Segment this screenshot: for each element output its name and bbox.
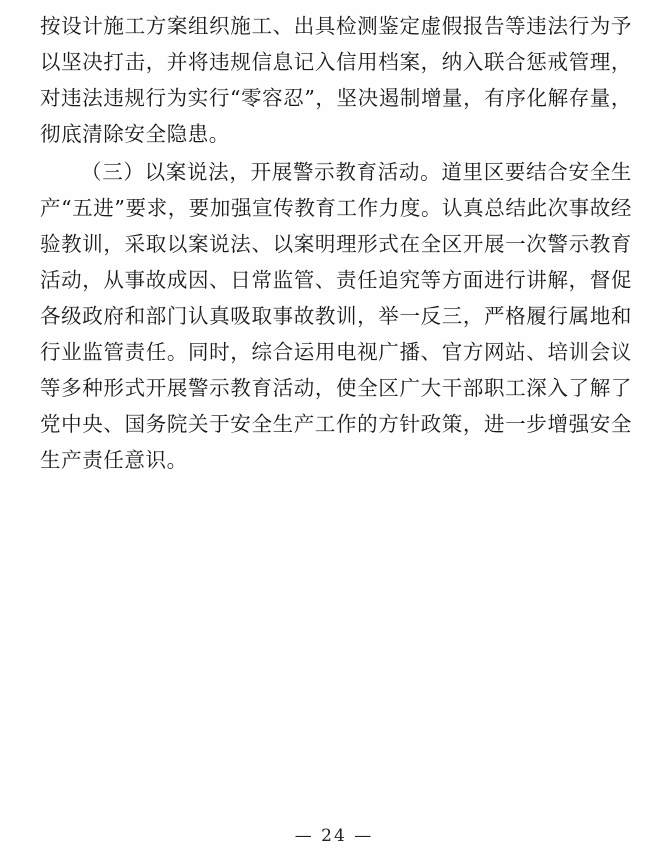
paragraph-2: （三）以案说法，开展警示教育活动。道里区要结合安全生产“五进”要求，要加强宣传教育工作力度。认真总结此次事故经验教训，采取以案说法、以案明理形式在全区开展一次警示教育活动，从事故成因、日常监管、责任追究等方面进行讲解，督促各级政府和部门认真吸取事故教训，举一反三，严格履行属地和行业监管责任。同时，综合运用电视广播、官方网站、培训会议等多种形式开展警示教育活动，使全区广大干部职工深入了解了党中央、国务院关于安全生产工作的方针政策，进一步增强安全生产责任意识。: [40, 160, 632, 472]
page-footer: [0, 826, 668, 846]
page-number: — 24 —: [294, 826, 374, 846]
paragraph-1: 按设计施工方案组织施工、出具检测鉴定虚假报告等违法行为予以坚决打击，并将违规信息记入信用档案，纳入联合惩戒管理，对违法违规行为实行“零容忍”，坚决遏制增量，有序化解存量，彻底清除安全隐患。: [40, 14, 632, 146]
document-body: [40, 8, 632, 478]
